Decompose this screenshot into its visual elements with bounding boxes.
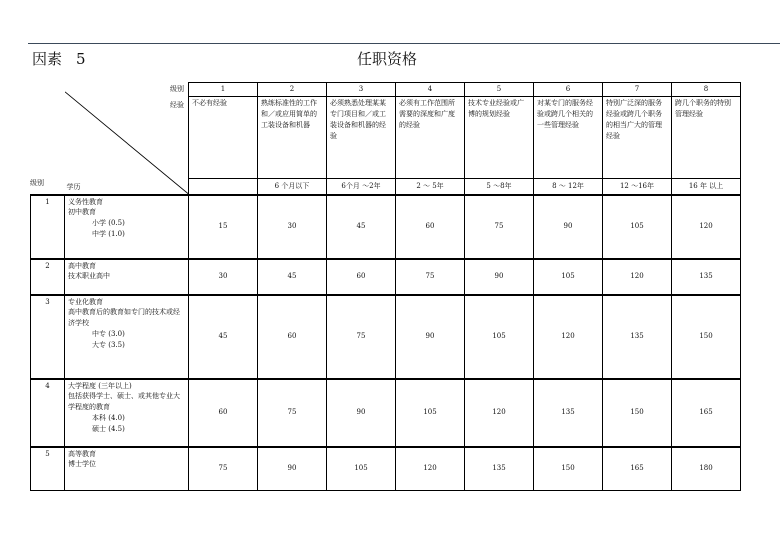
- factor-label: 因素: [32, 50, 63, 68]
- education-cell: [65, 195, 189, 259]
- level-label: 级别: [170, 84, 184, 93]
- row-number: 1: [31, 195, 65, 259]
- exp-desc-8: 跨几个职务的特别管理经验: [672, 97, 741, 179]
- points-cell: 60: [396, 195, 465, 259]
- points-cell: 75: [465, 195, 534, 259]
- exp-desc-1: 不必有经验: [189, 97, 258, 179]
- education-detail: 初中教育: [68, 208, 96, 217]
- row-number: 2: [31, 259, 65, 295]
- exp-time-2: 6 个月以下: [258, 179, 327, 195]
- exp-time-6: 8 ～ 12年: [534, 179, 603, 195]
- table-row: [31, 295, 741, 379]
- points-cell: 105: [534, 259, 603, 295]
- exp-time-4: 2 ～ 5年: [396, 179, 465, 195]
- education-title: 义务性教育: [68, 197, 103, 206]
- points-cell: 105: [396, 379, 465, 447]
- points-cell: 75: [189, 447, 258, 491]
- exp-level-5: 5: [465, 83, 534, 97]
- points-cell: 75: [396, 259, 465, 295]
- exp-desc-5: 技术专业经验或广博的规划经验: [465, 97, 534, 179]
- table-row: [31, 259, 741, 295]
- points-cell: 90: [396, 295, 465, 379]
- exp-time-7: 12 ～16年: [603, 179, 672, 195]
- points-cell: 90: [465, 259, 534, 295]
- education-subitem: 大专 (3.5): [92, 340, 125, 349]
- points-cell: 45: [258, 259, 327, 295]
- exp-level-1: 1: [189, 83, 258, 97]
- education-detail: 技术职业高中: [68, 272, 110, 281]
- education-title: 专业化教育: [68, 297, 103, 306]
- exp-desc-3: 必须熟悉处理某某专门项目和／或工装设备和机器的经验: [327, 97, 396, 179]
- exp-desc-6: 对某专门的服务经验或跨几个相关的一些管理经验: [534, 97, 603, 179]
- points-cell: 30: [258, 195, 327, 259]
- points-cell: 90: [534, 195, 603, 259]
- education-title: 高等教育: [68, 449, 96, 458]
- page-title: 任职资格: [357, 50, 418, 68]
- exp-level-8: 8: [672, 83, 741, 97]
- education-subitem: 硕士 (4.5): [92, 424, 125, 433]
- table-row: [31, 195, 741, 259]
- education-cell: [65, 259, 189, 295]
- education-subitem: 本科 (4.0): [92, 414, 125, 423]
- education-subitem: 小学 (0.5): [92, 219, 125, 228]
- education-cell: [65, 295, 189, 379]
- exp-time-8: 16 年 以上: [672, 179, 741, 195]
- points-cell: 105: [603, 195, 672, 259]
- points-cell: 135: [603, 295, 672, 379]
- points-cell: 45: [189, 295, 258, 379]
- exp-time-3: 6个月 ～2年: [327, 179, 396, 195]
- exp-level-4: 4: [396, 83, 465, 97]
- qualification-table: [30, 82, 741, 491]
- points-cell: 180: [672, 447, 741, 491]
- factor-number: 5: [76, 50, 86, 68]
- points-cell: 120: [465, 379, 534, 447]
- experience-label: 经验: [170, 100, 184, 109]
- factor-heading: [32, 48, 86, 69]
- exp-desc-2: 熟练标准性的工作和／或应用简单的工装设备和机器: [258, 97, 327, 179]
- education-cell: [65, 447, 189, 491]
- education-cell: [65, 379, 189, 447]
- points-cell: 105: [327, 447, 396, 491]
- points-cell: 120: [603, 259, 672, 295]
- education-detail: 高中教育后的教育如专门的技术或经济学校: [68, 308, 180, 328]
- points-cell: 90: [327, 379, 396, 447]
- points-cell: 120: [396, 447, 465, 491]
- points-cell: 105: [465, 295, 534, 379]
- points-cell: 150: [534, 447, 603, 491]
- header-diagonal-cell: [65, 83, 189, 195]
- points-cell: 30: [189, 259, 258, 295]
- exp-time-1: [189, 179, 258, 195]
- points-cell: 165: [603, 447, 672, 491]
- points-cell: 165: [672, 379, 741, 447]
- points-cell: 135: [465, 447, 534, 491]
- education-title: 高中教育: [68, 261, 96, 270]
- points-cell: 45: [327, 195, 396, 259]
- education-detail: 包括获得学士、硕士、或其他专业大学程度的教育: [68, 392, 180, 412]
- education-label: 学历: [66, 182, 81, 191]
- points-cell: 15: [189, 195, 258, 259]
- level-row-label: 级别: [30, 179, 44, 187]
- exp-level-7: 7: [603, 83, 672, 97]
- exp-level-3: 3: [327, 83, 396, 97]
- header-rule: [28, 43, 780, 44]
- education-title: 大学程度 (三年以上): [68, 381, 132, 390]
- points-cell: 135: [672, 259, 741, 295]
- row-number: 3: [31, 295, 65, 379]
- table-row: [31, 379, 741, 447]
- points-cell: 75: [258, 379, 327, 447]
- education-detail: 博士学位: [68, 460, 96, 469]
- row-number: 4: [31, 379, 65, 447]
- exp-desc-4: 必须有工作范围所需要的深度和广度的经验: [396, 97, 465, 179]
- points-cell: 60: [258, 295, 327, 379]
- education-subitem: 中学 (1.0): [92, 230, 125, 239]
- exp-time-5: 5 ～8年: [465, 179, 534, 195]
- points-cell: 150: [672, 295, 741, 379]
- points-cell: 120: [534, 295, 603, 379]
- points-cell: 120: [672, 195, 741, 259]
- points-cell: 60: [189, 379, 258, 447]
- exp-level-2: 2: [258, 83, 327, 97]
- points-cell: 90: [258, 447, 327, 491]
- row-number: 5: [31, 447, 65, 491]
- points-cell: 135: [534, 379, 603, 447]
- points-cell: 150: [603, 379, 672, 447]
- table-row: [31, 447, 741, 491]
- education-subitem: 中专 (3.0): [92, 330, 125, 339]
- points-cell: 75: [327, 295, 396, 379]
- points-cell: 60: [327, 259, 396, 295]
- exp-level-6: 6: [534, 83, 603, 97]
- exp-desc-7: 特别广泛深的服务经验或跨几个职务的相当广大的管理经验: [603, 97, 672, 179]
